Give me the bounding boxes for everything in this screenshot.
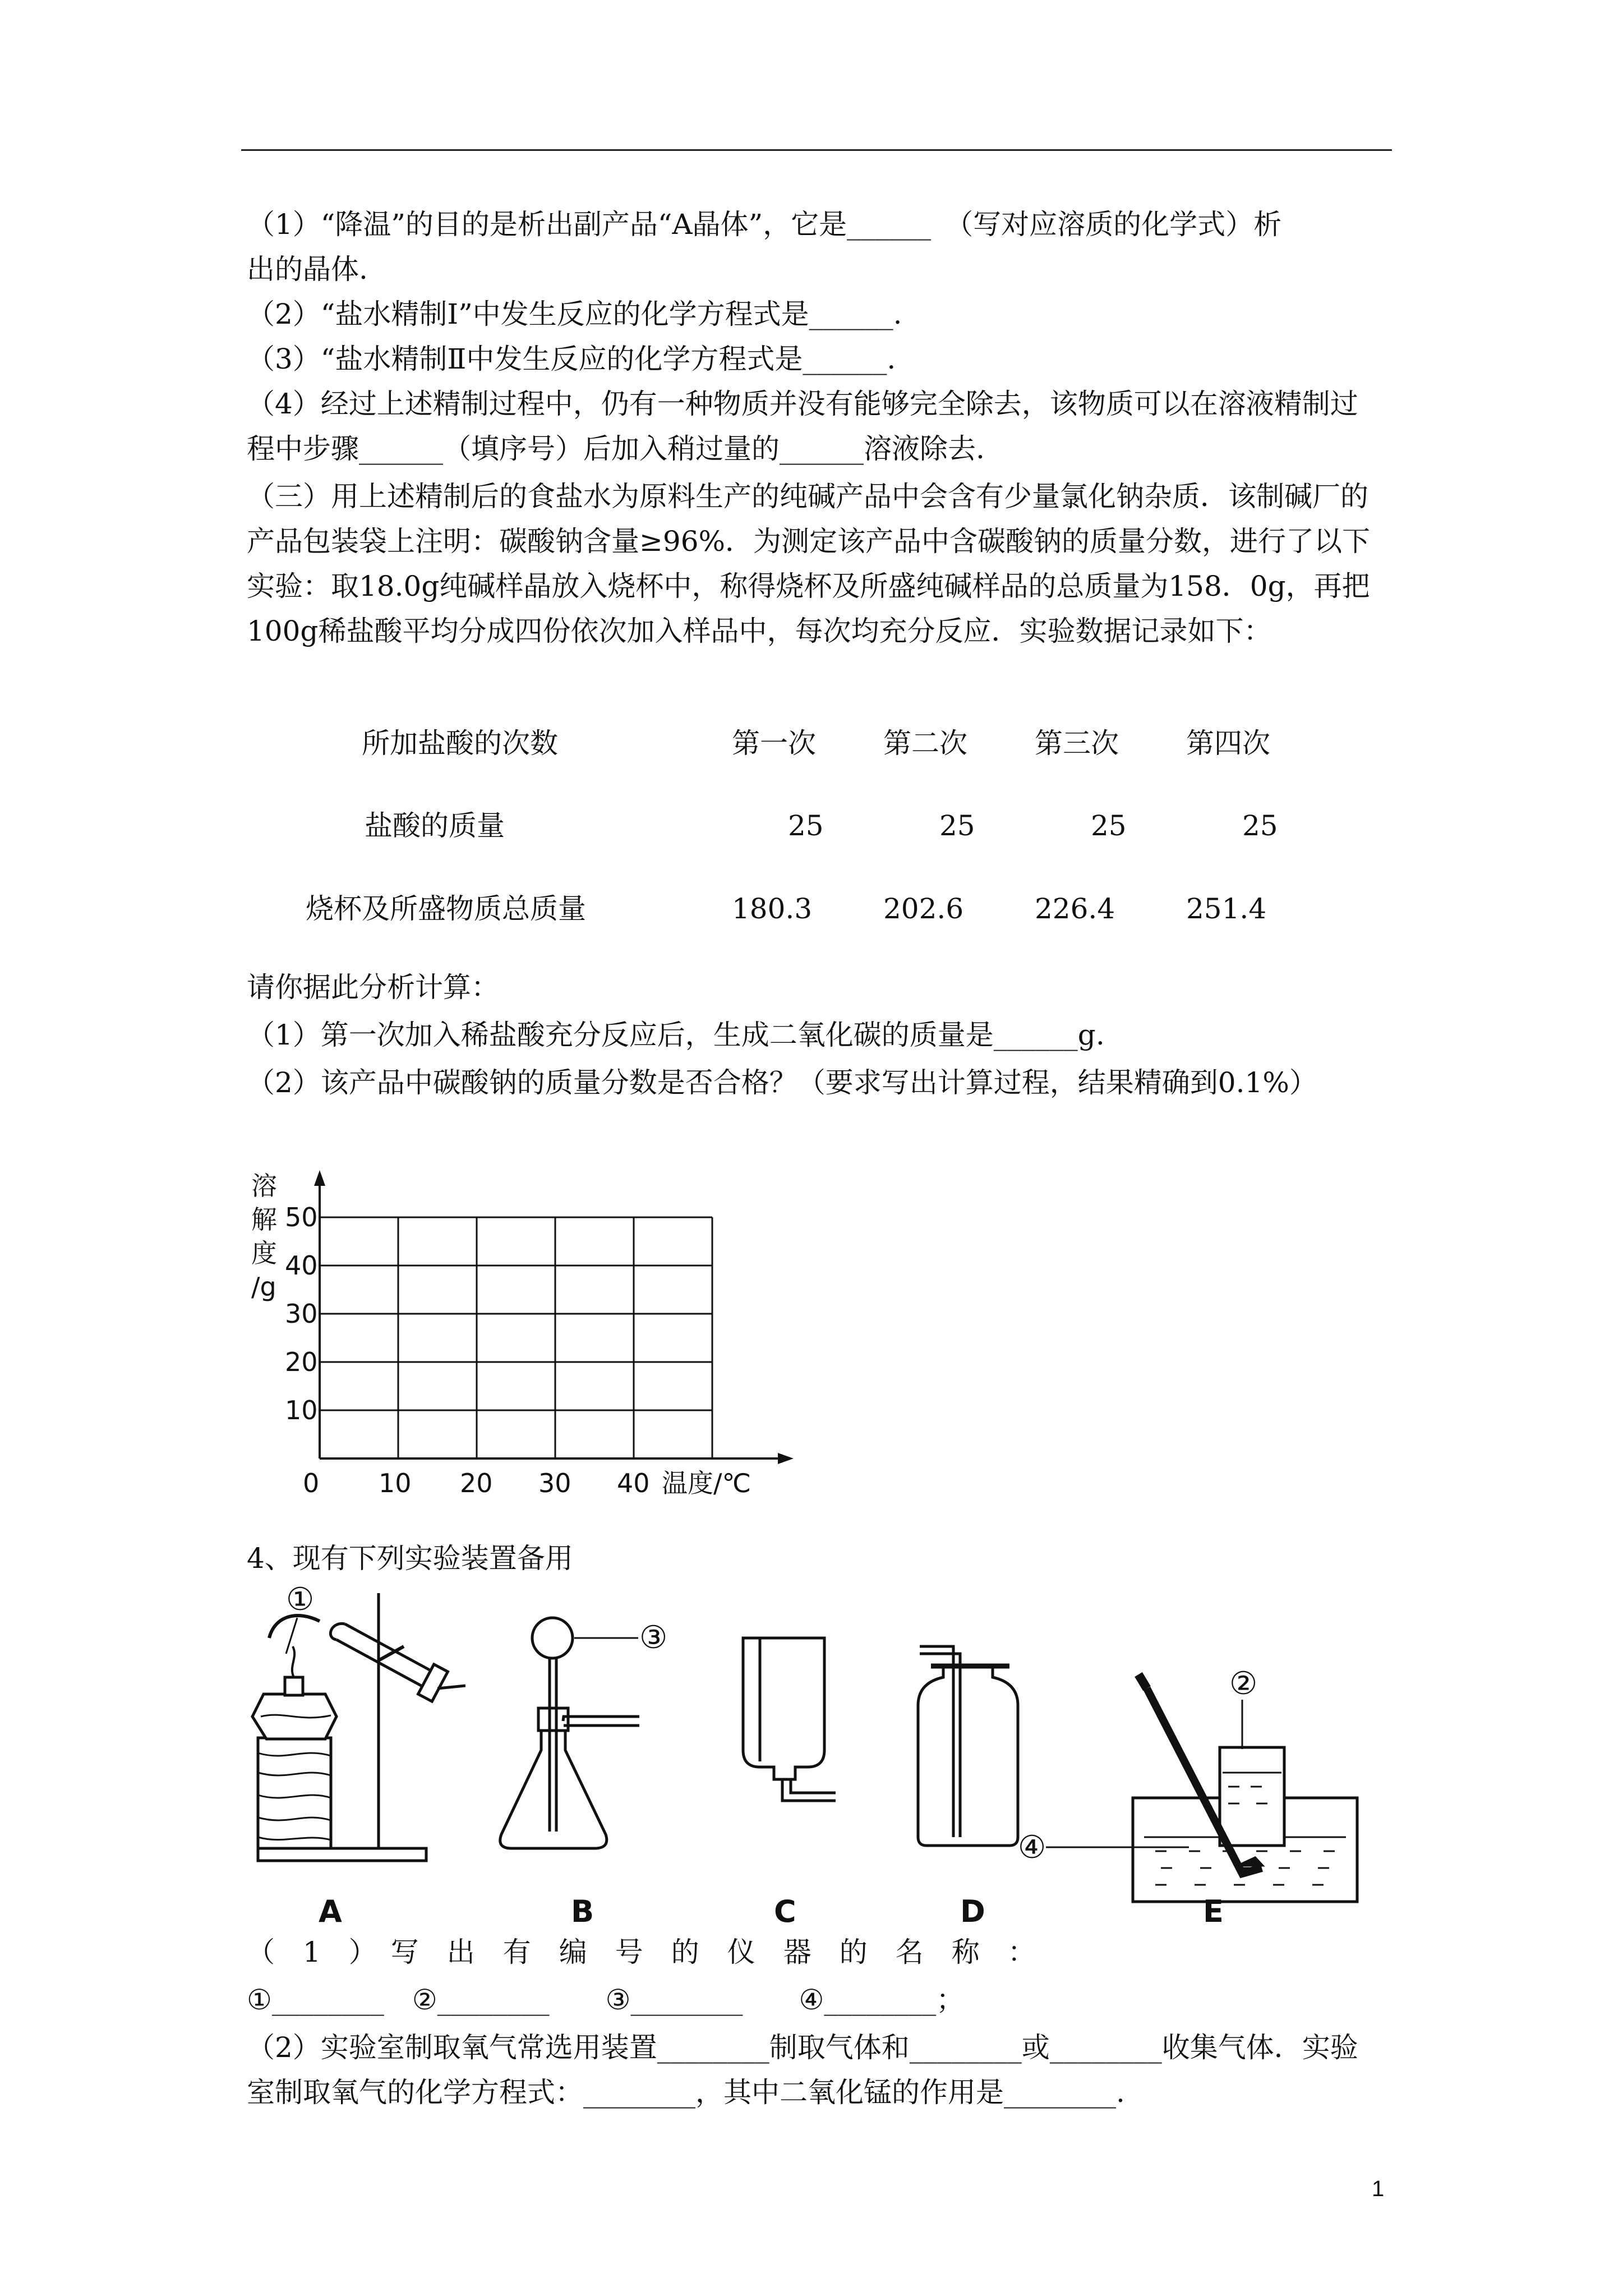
question-4-part-2-cont: 室制取氧气的化学方程式：________，其中二氧化锰的作用是________. <box>247 2076 1125 2109</box>
question-4-title: 4、现有下列实验装置备用 <box>247 1542 573 1575</box>
y-label-char: 度 <box>251 1238 277 1268</box>
apparatus-label: E <box>1203 1894 1224 1929</box>
apparatus-d <box>918 1646 1018 1846</box>
paragraph-line: 100g稀盐酸平均分成四份依次加入样品中，每次均充分反应．实验数据记录如下： <box>247 615 1272 647</box>
y-label-char: /g <box>251 1272 276 1302</box>
apparatus-e <box>1046 1674 1357 1902</box>
grid-lines <box>320 1217 712 1458</box>
x-axis-arrow <box>778 1453 794 1464</box>
question-4-part-1-blanks: ①________ ②________ ③________ ④________； <box>247 1984 965 2016</box>
y-tick-label: 10 <box>285 1395 318 1425</box>
callout-marker: ② <box>1229 1665 1258 1702</box>
solubility-grid <box>241 1167 802 1515</box>
table-cell: 202.6 <box>883 892 964 925</box>
apparatus-label: B <box>571 1894 594 1929</box>
table-header-cell: 第四次 <box>1186 727 1270 760</box>
paragraph-line: （2）“盐水精制Ⅰ”中发生反应的化学方程式是______. <box>247 298 902 330</box>
table-cell: 226.4 <box>1035 892 1115 925</box>
x-tick-label: 0 <box>303 1468 320 1498</box>
apparatus-c <box>743 1638 836 1801</box>
callout-marker: ① <box>286 1582 315 1618</box>
apparatus-b <box>500 1618 639 1848</box>
page-number: 1 <box>1372 2177 1385 2201</box>
analysis-line: （2）该产品中碳酸钠的质量分数是否合格？（要求写出计算过程，结果精确到0.1%） <box>247 1066 1317 1099</box>
paragraph-line: （三）用上述精制后的食盐水为原料生产的纯碱产品中会含有少量氯化钠杂质．该制碱厂的 <box>247 480 1368 513</box>
paragraph-line: 出的晶体. <box>247 253 368 286</box>
paragraph-line: 实验：取18.0g纯碱样晶放入烧杯中，称得烧杯及所盛纯碱样品的总质量为158．0g，再把 <box>247 570 1370 602</box>
table-row-label: 烧杯及所盛物质总质量 <box>306 892 586 925</box>
x-tick-label: 30 <box>538 1468 571 1498</box>
table-cell: 25 <box>788 809 824 842</box>
x-tick-label: 10 <box>379 1468 412 1498</box>
x-tick-label: 40 <box>617 1468 650 1498</box>
apparatus-a <box>252 1593 465 1861</box>
y-tick-label: 50 <box>285 1202 318 1232</box>
question-4-part-2: （2）实验室制取氧气常选用装置________制取气体和________或________收集气体．实验 <box>247 2031 1358 2064</box>
apparatus-label: A <box>319 1894 342 1929</box>
paragraph-line: 程中步骤______（填序号）后加入稍过量的______溶液除去. <box>247 432 985 465</box>
table-header-cell: 第一次 <box>732 727 816 760</box>
table-header-cell: 第二次 <box>883 727 967 760</box>
table-cell: 25 <box>939 809 975 842</box>
y-label-char: 溶 <box>251 1171 277 1201</box>
paragraph-line: （1）“降温”的目的是析出副产品“A晶体”，它是______ （写对应溶质的化学式）析 <box>247 208 1282 241</box>
question-4-part-1: （ 1 ） 写 出 有 编 号 的 仪 器 的 名 称 ： <box>247 1936 1036 1968</box>
y-tick-label: 30 <box>285 1299 318 1329</box>
apparatus-figure <box>236 1582 1413 1930</box>
y-axis-arrow <box>314 1170 325 1186</box>
table-cell: 251.4 <box>1186 892 1267 925</box>
x-axis-label: 温度/℃ <box>662 1468 751 1498</box>
table-cell: 25 <box>1091 809 1127 842</box>
y-tick-label: 40 <box>285 1250 318 1281</box>
apparatus-label: D <box>960 1894 985 1929</box>
analysis-line: （1）第一次加入稀盐酸充分反应后，生成二氧化碳的质量是______g. <box>247 1019 1105 1051</box>
paragraph-line: （3）“盐水精制Ⅱ中发生反应的化学方程式是______. <box>247 343 896 375</box>
table-cell: 25 <box>1242 809 1278 842</box>
callout-leader <box>286 1618 297 1654</box>
table-row-label: 盐酸的质量 <box>365 809 505 842</box>
callout-marker: ④ <box>1018 1829 1046 1866</box>
apparatus-label: C <box>774 1894 796 1929</box>
paragraph-line: 产品包装袋上注明：碳酸钠含量≥96%．为测定该产品中含碳酸钠的质量分数，进行了以下 <box>247 525 1371 558</box>
y-tick-label: 20 <box>285 1347 318 1377</box>
paragraph-line: （4）经过上述精制过程中，仍有一种物质并没有能够完全除去，该物质可以在溶液精制过 <box>247 388 1358 420</box>
callout-marker: ③ <box>639 1619 668 1656</box>
header-rule <box>241 149 1392 151</box>
y-label-char: 解 <box>251 1204 277 1235</box>
table-header-cell: 第三次 <box>1035 727 1119 760</box>
table-cell: 180.3 <box>732 892 813 925</box>
analysis-line: 请你据此分析计算： <box>247 971 499 1004</box>
x-tick-label: 20 <box>460 1468 493 1498</box>
table-header-cell: 所加盐酸的次数 <box>362 727 558 760</box>
